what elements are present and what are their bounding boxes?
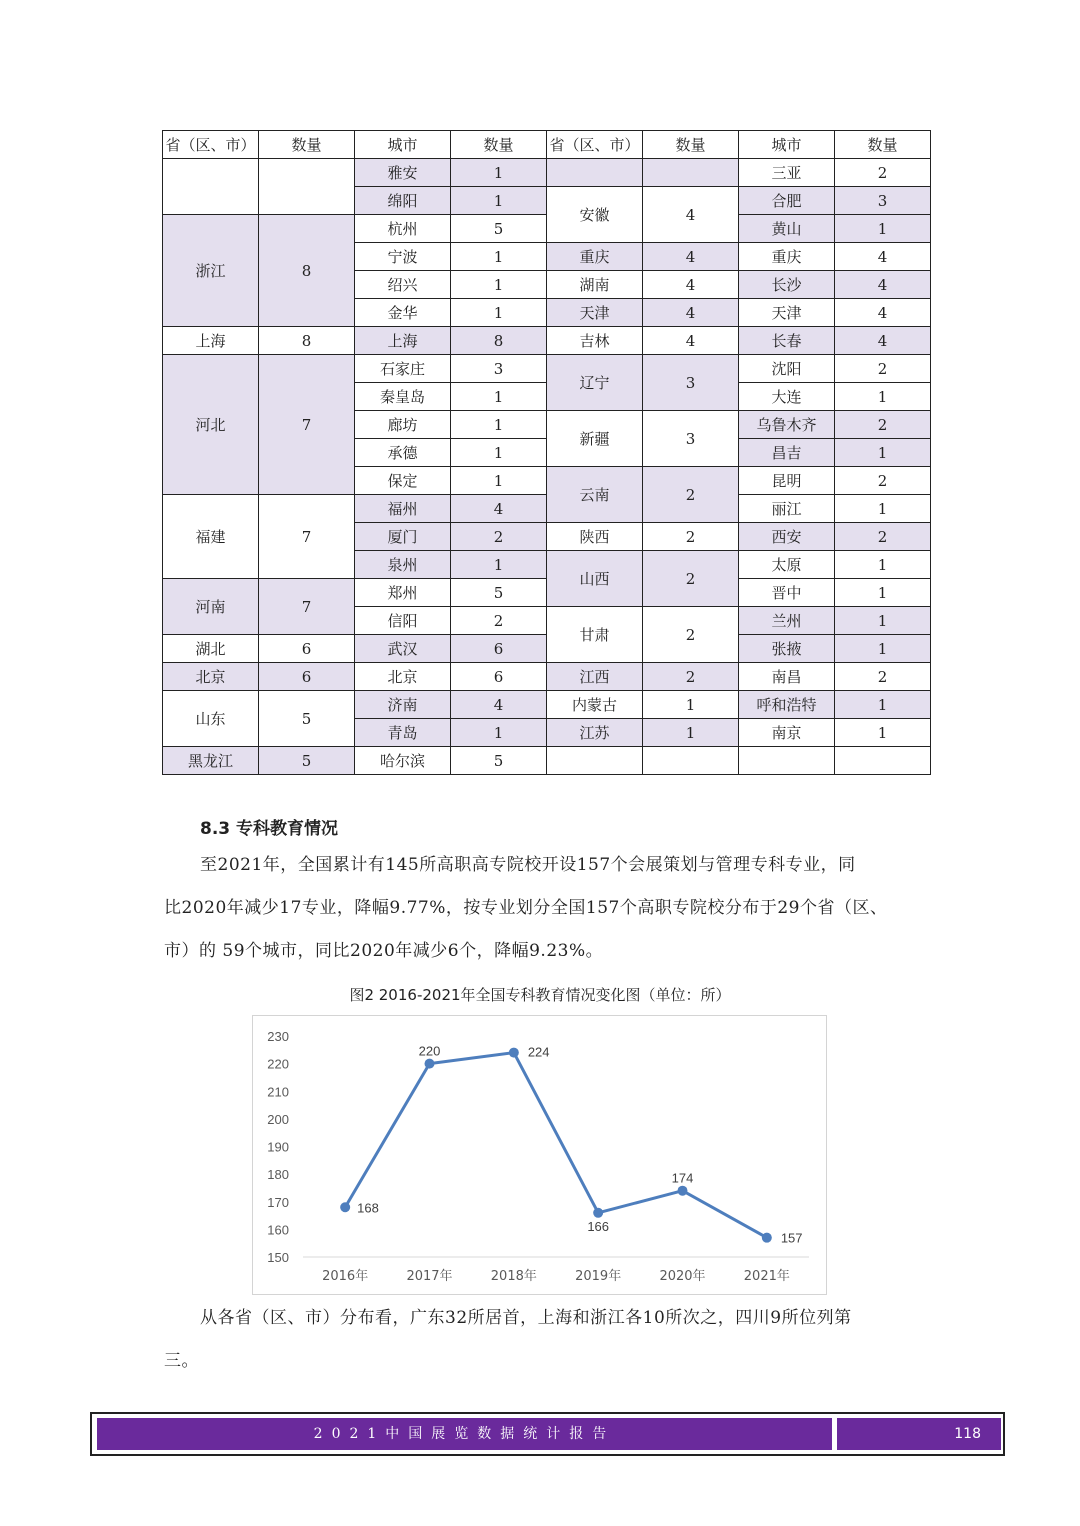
count-cell: 4 [451,495,547,523]
province-cell: 新疆 [547,411,643,467]
city-cell: 合肥 [739,187,835,215]
count-cell: 1 [835,495,931,523]
city-cell: 沈阳 [739,355,835,383]
data-label: 224 [527,1044,550,1060]
count-cell: 1 [835,215,931,243]
province-cell: 辽宁 [547,355,643,411]
count-cell [835,747,931,775]
count-cell: 4 [835,271,931,299]
province-cell: 山西 [547,551,643,607]
count-cell: 1 [835,691,931,719]
count-cell: 4 [643,243,739,271]
count-cell: 2 [643,607,739,663]
city-cell: 廊坊 [355,411,451,439]
count-cell: 5 [451,747,547,775]
province-cell: 内蒙古 [547,691,643,719]
city-distribution-table [162,130,931,775]
table-row [163,747,931,775]
header-cell: 城市 [355,131,451,159]
city-cell: 郑州 [355,579,451,607]
count-cell: 3 [643,355,739,411]
chart-caption: 图2 2016-2021年全国专科教育情况变化图（单位：所） [349,986,731,1004]
city-cell: 绵阳 [355,187,451,215]
count-cell: 7 [259,579,355,635]
province-cell: 黑龙江 [163,747,259,775]
count-cell: 4 [643,327,739,355]
city-cell: 晋中 [739,579,835,607]
paragraph-line: 三。 [164,1351,199,1371]
city-cell: 承德 [355,439,451,467]
data-point [593,1208,603,1218]
x-tick-label: 2017年 [406,1269,453,1284]
count-cell: 2 [835,159,931,187]
paragraph-line: 市）的 59个城市，同比2020年减少6个，降幅9.23%。 [164,941,604,961]
paragraph-line: 至2021年，全国累计有145所高职高专院校开设157个会展策划与管理专科专业，同 [200,855,856,875]
count-cell: 1 [451,467,547,495]
count-cell: 4 [643,187,739,243]
count-cell: 1 [835,439,931,467]
x-tick-label: 2020年 [659,1269,706,1284]
count-cell: 7 [259,495,355,579]
city-cell: 重庆 [739,243,835,271]
count-cell: 1 [451,411,547,439]
city-cell: 福州 [355,495,451,523]
count-cell: 1 [835,383,931,411]
header-cell: 数量 [451,131,547,159]
city-cell: 北京 [355,663,451,691]
count-cell: 2 [643,663,739,691]
chart-frame [252,1015,827,1295]
count-cell: 1 [451,271,547,299]
province-cell: 北京 [163,663,259,691]
data-label: 157 [780,1230,803,1246]
province-cell: 河北 [163,355,259,495]
paragraph-line: 从各省（区、市）分布看，广东32所居首，上海和浙江各10所次之，四川9所位列第 [200,1308,852,1328]
y-tick-label: 150 [267,1250,289,1265]
data-point [340,1202,350,1212]
count-cell: 1 [451,243,547,271]
city-cell: 昆明 [739,467,835,495]
paragraph-2 [164,1297,924,1383]
province-cell: 福建 [163,495,259,579]
x-tick-label: 2018年 [490,1269,537,1284]
count-cell: 8 [259,215,355,327]
city-cell: 济南 [355,691,451,719]
x-tick-label: 2021年 [743,1269,790,1284]
data-point [678,1186,688,1196]
y-tick-label: 170 [267,1194,289,1210]
count-cell: 1 [451,159,547,187]
count-cell: 2 [643,467,739,523]
table-row [163,327,931,355]
city-cell: 南昌 [739,663,835,691]
paragraph-1 [164,844,924,973]
section-heading: 8.3 专科教育情况 [200,819,339,839]
count-cell: 6 [259,635,355,663]
city-cell [739,747,835,775]
city-cell: 长春 [739,327,835,355]
city-cell: 哈尔滨 [355,747,451,775]
province-cell: 云南 [547,467,643,523]
count-cell: 1 [451,551,547,579]
province-cell [163,159,259,215]
city-cell: 绍兴 [355,271,451,299]
province-cell: 吉林 [547,327,643,355]
city-cell: 大连 [739,383,835,411]
count-cell: 5 [259,747,355,775]
count-cell: 2 [835,411,931,439]
data-label: 174 [671,1170,694,1186]
province-cell: 重庆 [547,243,643,271]
province-cell: 江苏 [547,719,643,747]
series-line [345,1053,767,1238]
report-title: 2021中国展览数据统计报告 [97,1418,832,1450]
count-cell: 2 [451,607,547,635]
city-cell: 保定 [355,467,451,495]
count-cell [643,159,739,187]
count-cell [259,159,355,215]
city-cell: 泉州 [355,551,451,579]
city-cell: 信阳 [355,607,451,635]
count-cell: 1 [451,719,547,747]
y-tick-label: 190 [267,1139,289,1155]
x-tick-label: 2016年 [322,1269,369,1284]
count-cell: 3 [451,355,547,383]
province-cell: 天津 [547,299,643,327]
count-cell: 1 [835,579,931,607]
province-cell: 陕西 [547,523,643,551]
province-cell: 上海 [163,327,259,355]
count-cell: 2 [643,523,739,551]
province-cell: 湖南 [547,271,643,299]
y-tick-label: 220 [267,1056,289,1072]
y-tick-label: 200 [267,1111,289,1127]
count-cell: 2 [835,663,931,691]
count-cell: 4 [643,299,739,327]
data-point [509,1048,519,1058]
city-cell: 丽江 [739,495,835,523]
city-cell: 青岛 [355,719,451,747]
count-cell: 7 [259,355,355,495]
count-cell: 1 [835,635,931,663]
city-cell: 昌吉 [739,439,835,467]
count-cell: 1 [835,607,931,635]
header-cell: 城市 [739,131,835,159]
count-cell: 2 [835,467,931,495]
count-cell: 2 [835,355,931,383]
city-cell: 乌鲁木齐 [739,411,835,439]
count-cell: 1 [643,691,739,719]
table-header-row [163,131,931,159]
count-cell: 8 [451,327,547,355]
x-tick-label: 2019年 [575,1269,622,1284]
city-cell: 上海 [355,327,451,355]
city-cell: 三亚 [739,159,835,187]
data-label: 220 [418,1043,441,1059]
city-cell: 厦门 [355,523,451,551]
city-cell: 雅安 [355,159,451,187]
province-cell: 浙江 [163,215,259,327]
count-cell: 4 [835,243,931,271]
count-cell [643,747,739,775]
province-cell: 甘肃 [547,607,643,663]
table-row [163,159,931,187]
province-cell: 江西 [547,663,643,691]
data-label: 168 [357,1200,379,1216]
province-cell [547,159,643,187]
count-cell: 1 [835,719,931,747]
header-cell: 数量 [259,131,355,159]
province-cell: 山东 [163,691,259,747]
city-cell: 武汉 [355,635,451,663]
count-cell: 1 [451,299,547,327]
city-cell: 长沙 [739,271,835,299]
count-cell: 1 [835,551,931,579]
page-number: 118 [837,1418,1001,1450]
count-cell: 5 [451,579,547,607]
count-cell: 4 [835,327,931,355]
count-cell: 4 [451,691,547,719]
count-cell: 2 [835,523,931,551]
city-cell: 秦皇岛 [355,383,451,411]
header-cell: 省（区、市） [163,131,259,159]
city-cell: 张掖 [739,635,835,663]
count-cell: 1 [451,383,547,411]
page-footer [90,1412,1005,1456]
count-cell: 3 [643,411,739,467]
paragraph-line: 比2020年减少17专业，降幅9.77%，按专业划分全国157个高职专院校分布于29个省（区、 [164,898,888,918]
city-cell: 呼和浩特 [739,691,835,719]
province-cell [547,747,643,775]
province-cell: 安徽 [547,187,643,243]
city-cell: 兰州 [739,607,835,635]
count-cell: 6 [451,635,547,663]
header-cell: 数量 [835,131,931,159]
count-cell: 2 [643,551,739,607]
count-cell: 1 [451,439,547,467]
city-cell: 南京 [739,719,835,747]
count-cell: 1 [643,719,739,747]
y-tick-label: 230 [267,1029,289,1044]
count-cell: 2 [451,523,547,551]
province-cell: 湖北 [163,635,259,663]
count-cell: 6 [451,663,547,691]
table-row [163,355,931,383]
data-point [762,1233,772,1243]
count-cell: 4 [835,299,931,327]
data-label: 166 [587,1218,610,1234]
city-cell: 杭州 [355,215,451,243]
count-cell: 8 [259,327,355,355]
count-cell: 3 [835,187,931,215]
y-tick-label: 160 [267,1222,289,1238]
city-cell: 太原 [739,551,835,579]
count-cell: 5 [451,215,547,243]
table-row [163,691,931,719]
city-cell: 天津 [739,299,835,327]
header-cell: 省（区、市） [547,131,643,159]
table-row [163,663,931,691]
line-chart [253,1016,826,1294]
y-tick-label: 180 [267,1167,289,1183]
city-cell: 金华 [355,299,451,327]
city-cell: 宁波 [355,243,451,271]
header-cell: 数量 [643,131,739,159]
city-cell: 西安 [739,523,835,551]
city-cell: 石家庄 [355,355,451,383]
count-cell: 1 [451,187,547,215]
count-cell: 5 [259,691,355,747]
city-cell: 黄山 [739,215,835,243]
province-cell: 河南 [163,579,259,635]
y-tick-label: 210 [267,1084,289,1100]
count-cell: 4 [643,271,739,299]
data-point [425,1059,435,1069]
count-cell: 6 [259,663,355,691]
